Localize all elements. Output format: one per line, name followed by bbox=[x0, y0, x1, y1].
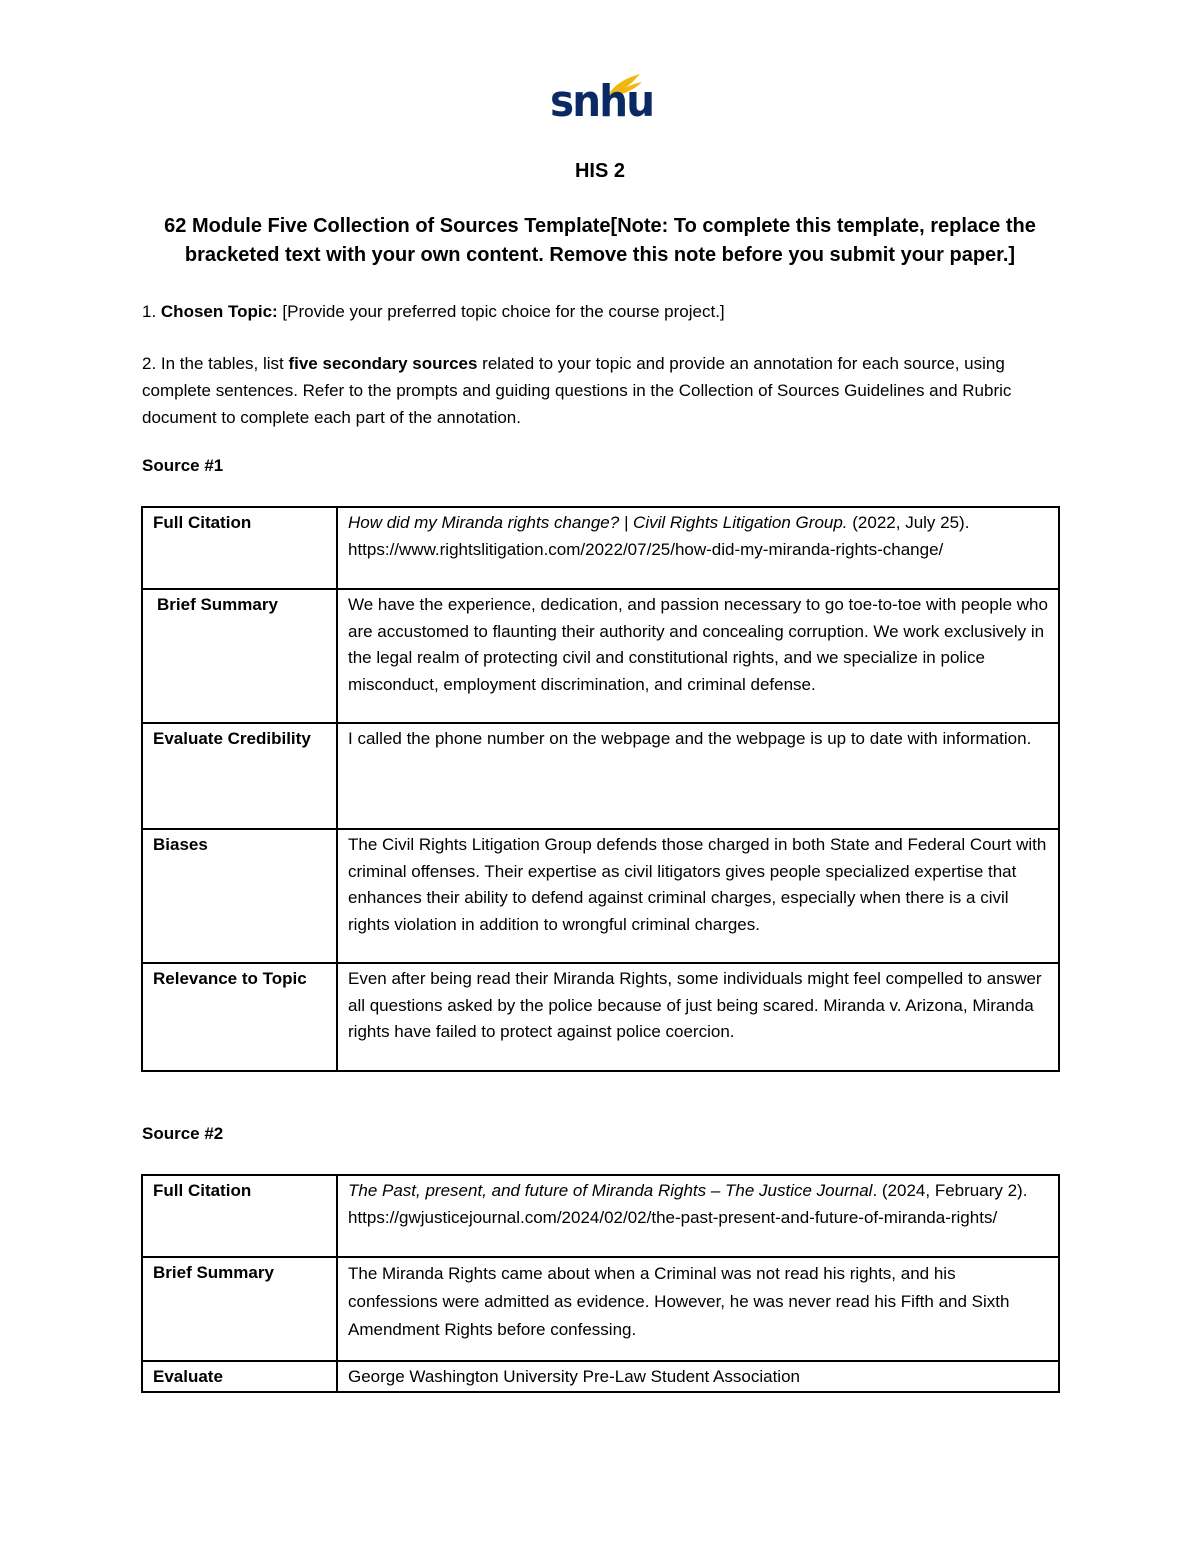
citation-cell bbox=[337, 1175, 1059, 1257]
chosen-topic-label: Chosen Topic: bbox=[160, 302, 278, 321]
row-label: Brief Summary bbox=[142, 589, 337, 723]
page-title: 62 Module Five Collection of Sources Template[Note: To complete this template, replace the bracketed text with your own content. Remove this note before you submit your paper.] bbox=[164, 215, 1036, 266]
table-row bbox=[142, 963, 1059, 1071]
row-label: Evaluate Credibility bbox=[142, 723, 337, 829]
summary-cell: We have the experience, dedication, and passion necessary to go toe-to-toe with people who are accustomed to flaunting their authority and concealing corruption. We work exclusively in the legal realm of protecting civil and constitutional rights, and we specialize in police misconduct, employment discrimination, and criminal defense. bbox=[337, 589, 1059, 723]
instructions-text-pre: 2. In the tables, list bbox=[142, 354, 289, 373]
instructions-text-post: related to your topic and provide an annotation for each source, using complete sentences. Refer to the prompts and guiding questions in the Collection of Sources Guidelines and Rubric document to complete each part of the annotation. bbox=[142, 354, 1012, 427]
table-row bbox=[142, 589, 1059, 723]
table-row bbox=[142, 723, 1059, 829]
item-number: 1. bbox=[142, 302, 161, 321]
row-label: Brief Summary bbox=[142, 1257, 337, 1361]
credibility-cell: I called the phone number on the webpage and the webpage is up to date with information. bbox=[337, 723, 1059, 829]
row-label: Relevance to Topic bbox=[142, 963, 337, 1071]
snhu-logo bbox=[548, 70, 654, 140]
table-row bbox=[142, 1361, 1059, 1392]
citation-title: How did my Miranda rights change? | Civil Rights Litigation Group. bbox=[348, 513, 848, 532]
summary-cell: The Miranda Rights came about when a Criminal was not read his rights, and his confessions were admitted as evidence. However, he was never read his Fifth and Sixth Amendment Rights before confessing. bbox=[337, 1257, 1059, 1361]
biases-cell: The Civil Rights Litigation Group defends those charged in both State and Federal Court with criminal offenses. Their expertise as civil litigators gives people specialized expertise that enhances their ability to defend against criminal charges, especially when there is a civil rights violation in addition to wrongful criminal charges. bbox=[337, 829, 1059, 963]
citation-details: (2022, July 25). https://www.rightslitigation.com/2022/07/25/how-did-my-miranda-rights-change/ bbox=[348, 513, 970, 559]
table-row bbox=[142, 1257, 1059, 1361]
source-2-heading: Source #2 bbox=[142, 1124, 224, 1143]
citation-details: . (2024, February 2). https://gwjusticejournal.com/2024/02/02/the-past-present-and-future-of-miranda-rights/ bbox=[348, 1181, 1028, 1227]
table-row bbox=[142, 829, 1059, 963]
evaluate-cell: George Washington University Pre-Law Student Association bbox=[337, 1361, 1059, 1392]
instructions-emphasis: five secondary sources bbox=[288, 354, 478, 373]
row-label: Evaluate bbox=[142, 1361, 337, 1392]
relevance-cell: Even after being read their Miranda Rights, some individuals might feel compelled to answer all questions asked by the police because of just being scared. Miranda v. Arizona, Miranda rights have failed to protect against police coercion. bbox=[337, 963, 1059, 1071]
logo-text: snhu bbox=[550, 76, 654, 127]
citation-title: The Past, present, and future of Miranda Rights – The Justice Journal bbox=[348, 1181, 873, 1200]
course-code: HIS 2 bbox=[574, 160, 626, 182]
row-label: Full Citation bbox=[142, 1175, 337, 1257]
table-row bbox=[142, 507, 1059, 589]
chosen-topic-line bbox=[142, 298, 1062, 325]
chosen-topic-text: [Provide your preferred topic choice for the course project.] bbox=[277, 302, 725, 321]
source-1-heading: Source #1 bbox=[142, 456, 224, 475]
source-1-table bbox=[141, 506, 1060, 1072]
row-label: Biases bbox=[142, 829, 337, 963]
source-2-table bbox=[141, 1174, 1060, 1393]
table-row bbox=[142, 1175, 1059, 1257]
instructions-paragraph bbox=[142, 350, 1062, 431]
row-label: Full Citation bbox=[142, 507, 337, 589]
citation-cell bbox=[337, 507, 1059, 589]
